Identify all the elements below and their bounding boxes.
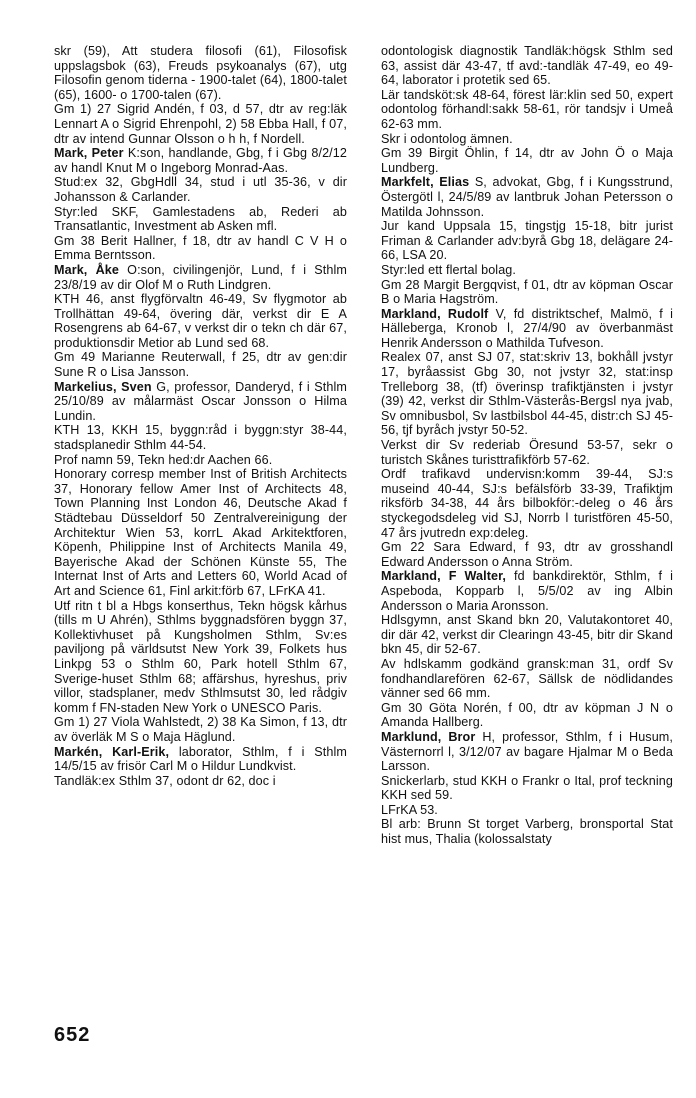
- entry-text: odontologisk diagnostik Tandläk:högsk Sthlm sed 63, assist där 43-47, tf avd:-tandläk 47-49, eo 49-64, laborator i protetik sed 65.: [381, 44, 673, 88]
- entry-paragraph: [381, 175, 673, 219]
- text-paragraph: [381, 613, 673, 657]
- entry-text: Tandläk:ex Sthlm 37, odont dr 62, doc i: [54, 773, 276, 788]
- right-column: [381, 44, 673, 847]
- entry-paragraph: [54, 380, 347, 424]
- text-paragraph: [54, 234, 347, 263]
- entry-text: V, fd distriktschef, Malmö, f i Hälleberga, Kronob l, 27/4/90 av överbanmäst Henrik Andersson o Mathilda Tufveson.: [381, 306, 673, 350]
- entry-text: Ordf trafikavd undervisn:komm 39-44, SJ:s museind 40-44, SJ:s befälsförb 33-39, Trafiktjm riksförb 34-38, 44 års bilbokför:-deleg o 46 års styckegodsdeleg vid SJ, Norrb l turistfören 45-50, 47 års jvutredn exp:deleg.: [381, 467, 673, 540]
- entry-text: Hdlsgymn, anst Skand bkn 20, Valutakontoret 40, dir där 42, verkst dir Clearingn 43-45, bitr dir Skand bkn 45, dir 52-67.: [381, 613, 673, 657]
- entry-paragraph: [54, 263, 347, 292]
- text-paragraph: [381, 657, 673, 701]
- entry-text: S, advokat, Gbg, f i Kungsstrund, Östergötl l, 24/5/89 av lantbruk Johan Petersson o Matilda Johnsson.: [381, 175, 673, 219]
- entry-headword: Markfelt, Elias: [381, 175, 470, 190]
- text-paragraph: [54, 292, 347, 350]
- text-paragraph: [381, 701, 673, 730]
- entry-text: K:son, handlande, Gbg, f i Gbg 8/2/12 av handl Knut M o Ingeborg Monrad-Aas.: [54, 146, 347, 175]
- text-paragraph: [381, 540, 673, 569]
- text-paragraph: [54, 774, 347, 789]
- text-paragraph: [54, 102, 347, 146]
- entry-text: Av hdlskamm godkänd gransk:man 31, ordf Sv fondhandlarefören 62-67, Sällsk de nödlidandes vänner sed 66 mm.: [381, 656, 673, 701]
- text-paragraph: [54, 453, 347, 468]
- text-paragraph: [381, 350, 673, 438]
- entry-headword: Markén, Karl-Erik,: [54, 744, 170, 759]
- text-paragraph: [54, 175, 347, 204]
- entry-text: Gm 1) 27 Viola Wahlstedt, 2) 38 Ka Simon, f 13, dtr av överläk M S o Maja Häglund.: [54, 715, 347, 744]
- entry-text: Jur kand Uppsala 15, tingstjg 15-18, bitr jurist Friman & Carlander adv:byrå Gbg 18, delägare 24-66, LSA 20.: [381, 219, 673, 263]
- entry-text: Gm 38 Berit Hallner, f 18, dtr av handl C V H o Emma Berntsson.: [54, 233, 347, 263]
- entry-text: Snickerlarb, stud KKH o Frankr o Ital, prof teckning KKH sed 59.: [381, 773, 673, 803]
- entry-headword: Markland, F Walter,: [381, 569, 507, 584]
- entry-text: Gm 30 Göta Norén, f 00, dtr av köpman J N o Amanda Hallberg.: [381, 700, 673, 730]
- left-column: [54, 44, 347, 788]
- text-paragraph: [381, 263, 673, 278]
- text-paragraph: [381, 803, 673, 818]
- entry-text: Gm 1) 27 Sigrid Andén, f 03, d 57, dtr av reg:läk Lennart A o Sigrid Ehrenpohl, 2) 58 Ebba Hall, f 07, dtr av intend Gunnar Olsson o h h, f Nordell.: [54, 102, 347, 146]
- entry-paragraph: [54, 745, 347, 774]
- entry-text: Honorary corresp member Inst of British Architects 37, Honorary fellow Amer Inst of Architects 48, Town Planning Inst London 46, Deutsche Akad f Städtebau Düsseldorf 50 Zentralvereinigung der Architektur Wien 53, korrL Akad Arkitektforen, Köpenh, Philippine Inst of Architects Manila 49, Bayerische Akad der Schönen Künste 55, The Internat Inst of Arts and Letters 60, World Acad of Art and Science 61, Finl arkit:förb 67, LFrKA 41.: [54, 467, 347, 598]
- entry-text: LFrKA 53.: [381, 802, 438, 817]
- entry-text: Stud:ex 32, GbgHdll 34, stud i utl 35-36, v dir Johansson & Carlander.: [54, 175, 347, 204]
- entry-headword: Markelius, Sven: [54, 379, 152, 394]
- entry-paragraph: [54, 146, 347, 175]
- entry-text: Styr:led SKF, Gamlestadens ab, Rederi ab Transatlantic, Investment ab Asken mfl.: [54, 204, 347, 234]
- entry-text: Gm 39 Birgit Öhlin, f 14, dtr av John Ö o Maja Lundberg.: [381, 146, 673, 175]
- entry-text: Gm 22 Sara Edward, f 93, dtr av grosshandl Edward Andersson o Anna Ström.: [381, 540, 673, 569]
- entry-text: Styr:led ett flertal bolag.: [381, 262, 517, 277]
- text-paragraph: [54, 599, 347, 716]
- entry-headword: Mark, Peter: [54, 146, 124, 161]
- entry-text: KTH 13, KKH 15, byggn:råd i byggn:styr 38-44, stadsplanedir Sthlm 44-54.: [54, 423, 347, 453]
- page-number: 652: [54, 1024, 91, 1046]
- text-paragraph: [381, 467, 673, 540]
- text-paragraph: [381, 774, 673, 803]
- text-paragraph: [54, 715, 347, 744]
- entry-text: Gm 49 Marianne Reuterwall, f 25, dtr av gen:dir Sune R o Lisa Jansson.: [54, 350, 347, 380]
- entry-text: skr (59), Att studera filosofi (61), Filosofisk uppslagsbok (63), Freuds psykoanalys (67), utg Filosofin genom tiderna - 1900-talet (64), 1800-talet (65), 1600- o 1700-talen (67).: [54, 44, 347, 102]
- entry-text: G, professor, Danderyd, f i Sthlm 25/10/89 av målarmäst Oscar Jonsson o Hilma Lundin.: [54, 379, 347, 423]
- text-paragraph: [381, 219, 673, 263]
- text-paragraph: [54, 205, 347, 234]
- text-paragraph: [381, 278, 673, 307]
- text-paragraph: [381, 817, 673, 846]
- entry-text: H, professor, Sthlm, f i Husum, Västernorrl l, 3/12/07 av bagare Hjalmar M o Beda Larsson.: [381, 729, 673, 774]
- entry-headword: Marklund, Bror: [381, 729, 476, 744]
- entry-text: Skr i odontolog ämnen.: [381, 131, 513, 146]
- entry-text: Verkst dir Sv rederiab Öresund 53-57, sekr o turistch Skånes turisttrafikförb 57-62.: [381, 438, 673, 467]
- entry-text: Gm 28 Margit Bergqvist, f 01, dtr av köpman Oscar B o Maria Hagström.: [381, 277, 673, 307]
- text-paragraph: [381, 146, 673, 175]
- entry-text: fd bankdirektör, Sthlm, f i Aspeboda, Kopparb l, 5/5/02 av ing Albin Andersson o Maria Aronsson.: [381, 569, 673, 613]
- entry-text: Lär tandsköt:sk 48-64, förest lär:klin sed 50, expert odontolog förhandl:sakk 58-61, rör tandsjv i Umeå 62-63 mm.: [381, 87, 673, 131]
- text-paragraph: [381, 132, 673, 147]
- text-paragraph: [381, 88, 673, 132]
- entry-text: O:son, civilingenjör, Lund, f i Sthlm 23/8/19 av dir Olof M o Ruth Lindgren.: [54, 262, 347, 292]
- entry-headword: Mark, Åke: [54, 262, 119, 277]
- entry-paragraph: [381, 307, 673, 351]
- entry-text: Utf ritn t bl a Hbgs konserthus, Tekn högsk kårhus (tills m U Ahrén), Sthlms byggnadsfören byggn 37, Kollektivhuset på Kungsholmen Sthlm, Sv:es paviljong på världsutst New York 39, Folkets hus Linkpg 53 o Sthlm 60, Park hotell Sthlm 67, Sverige-huset Sthlm 68; affärshus, hyreshus, priv villor, stadsplaner, medv Sthlmsutst 30, led rådgiv komm f FN-staden New York o UNESCO Paris.: [54, 598, 347, 715]
- entry-paragraph: [381, 569, 673, 613]
- text-paragraph: [381, 44, 673, 88]
- text-paragraph: [54, 423, 347, 452]
- text-paragraph: [54, 44, 347, 102]
- text-paragraph: [54, 467, 347, 598]
- text-paragraph: [54, 350, 347, 379]
- entry-text: Prof namn 59, Tekn hed:dr Aachen 66.: [54, 452, 273, 467]
- entry-headword: Markland, Rudolf: [381, 306, 489, 321]
- entry-text: Bl arb: Brunn St torget Varberg, bronsportal Stat hist mus, Thalia (kolossalstaty: [381, 817, 673, 847]
- entry-text: KTH 46, anst flygförvaltn 46-49, Sv flygmotor ab Trollhättan 49-64, övering där, verkst dir E A Rosengrens ab 64-67, v verkst dir o tekn ch där 67, produktionsdir Metior ab Lund sed 68.: [54, 292, 347, 350]
- entry-text: Realex 07, anst SJ 07, stat:skriv 13, bokhåll jvstyr 17, byråassist Gbg 30, not jvstyr 32, stat:insp Trelleborg 38, (tf) överinsp trafiktjänsten i jvstyr (39) 42, verkst dir Sthlm-Västerås-Bergsl nya jvab, Sv omnibusbol, Sv lastbilsbol 44-45, distr:ch SJ 45-56, tjf byråch jvstyr 50-52.: [381, 350, 673, 438]
- text-paragraph: [381, 438, 673, 467]
- entry-text: laborator, Sthlm, f i Sthlm 14/5/15 av frisör Carl M o Hildur Lundkvist.: [54, 744, 347, 774]
- entry-paragraph: [381, 730, 673, 774]
